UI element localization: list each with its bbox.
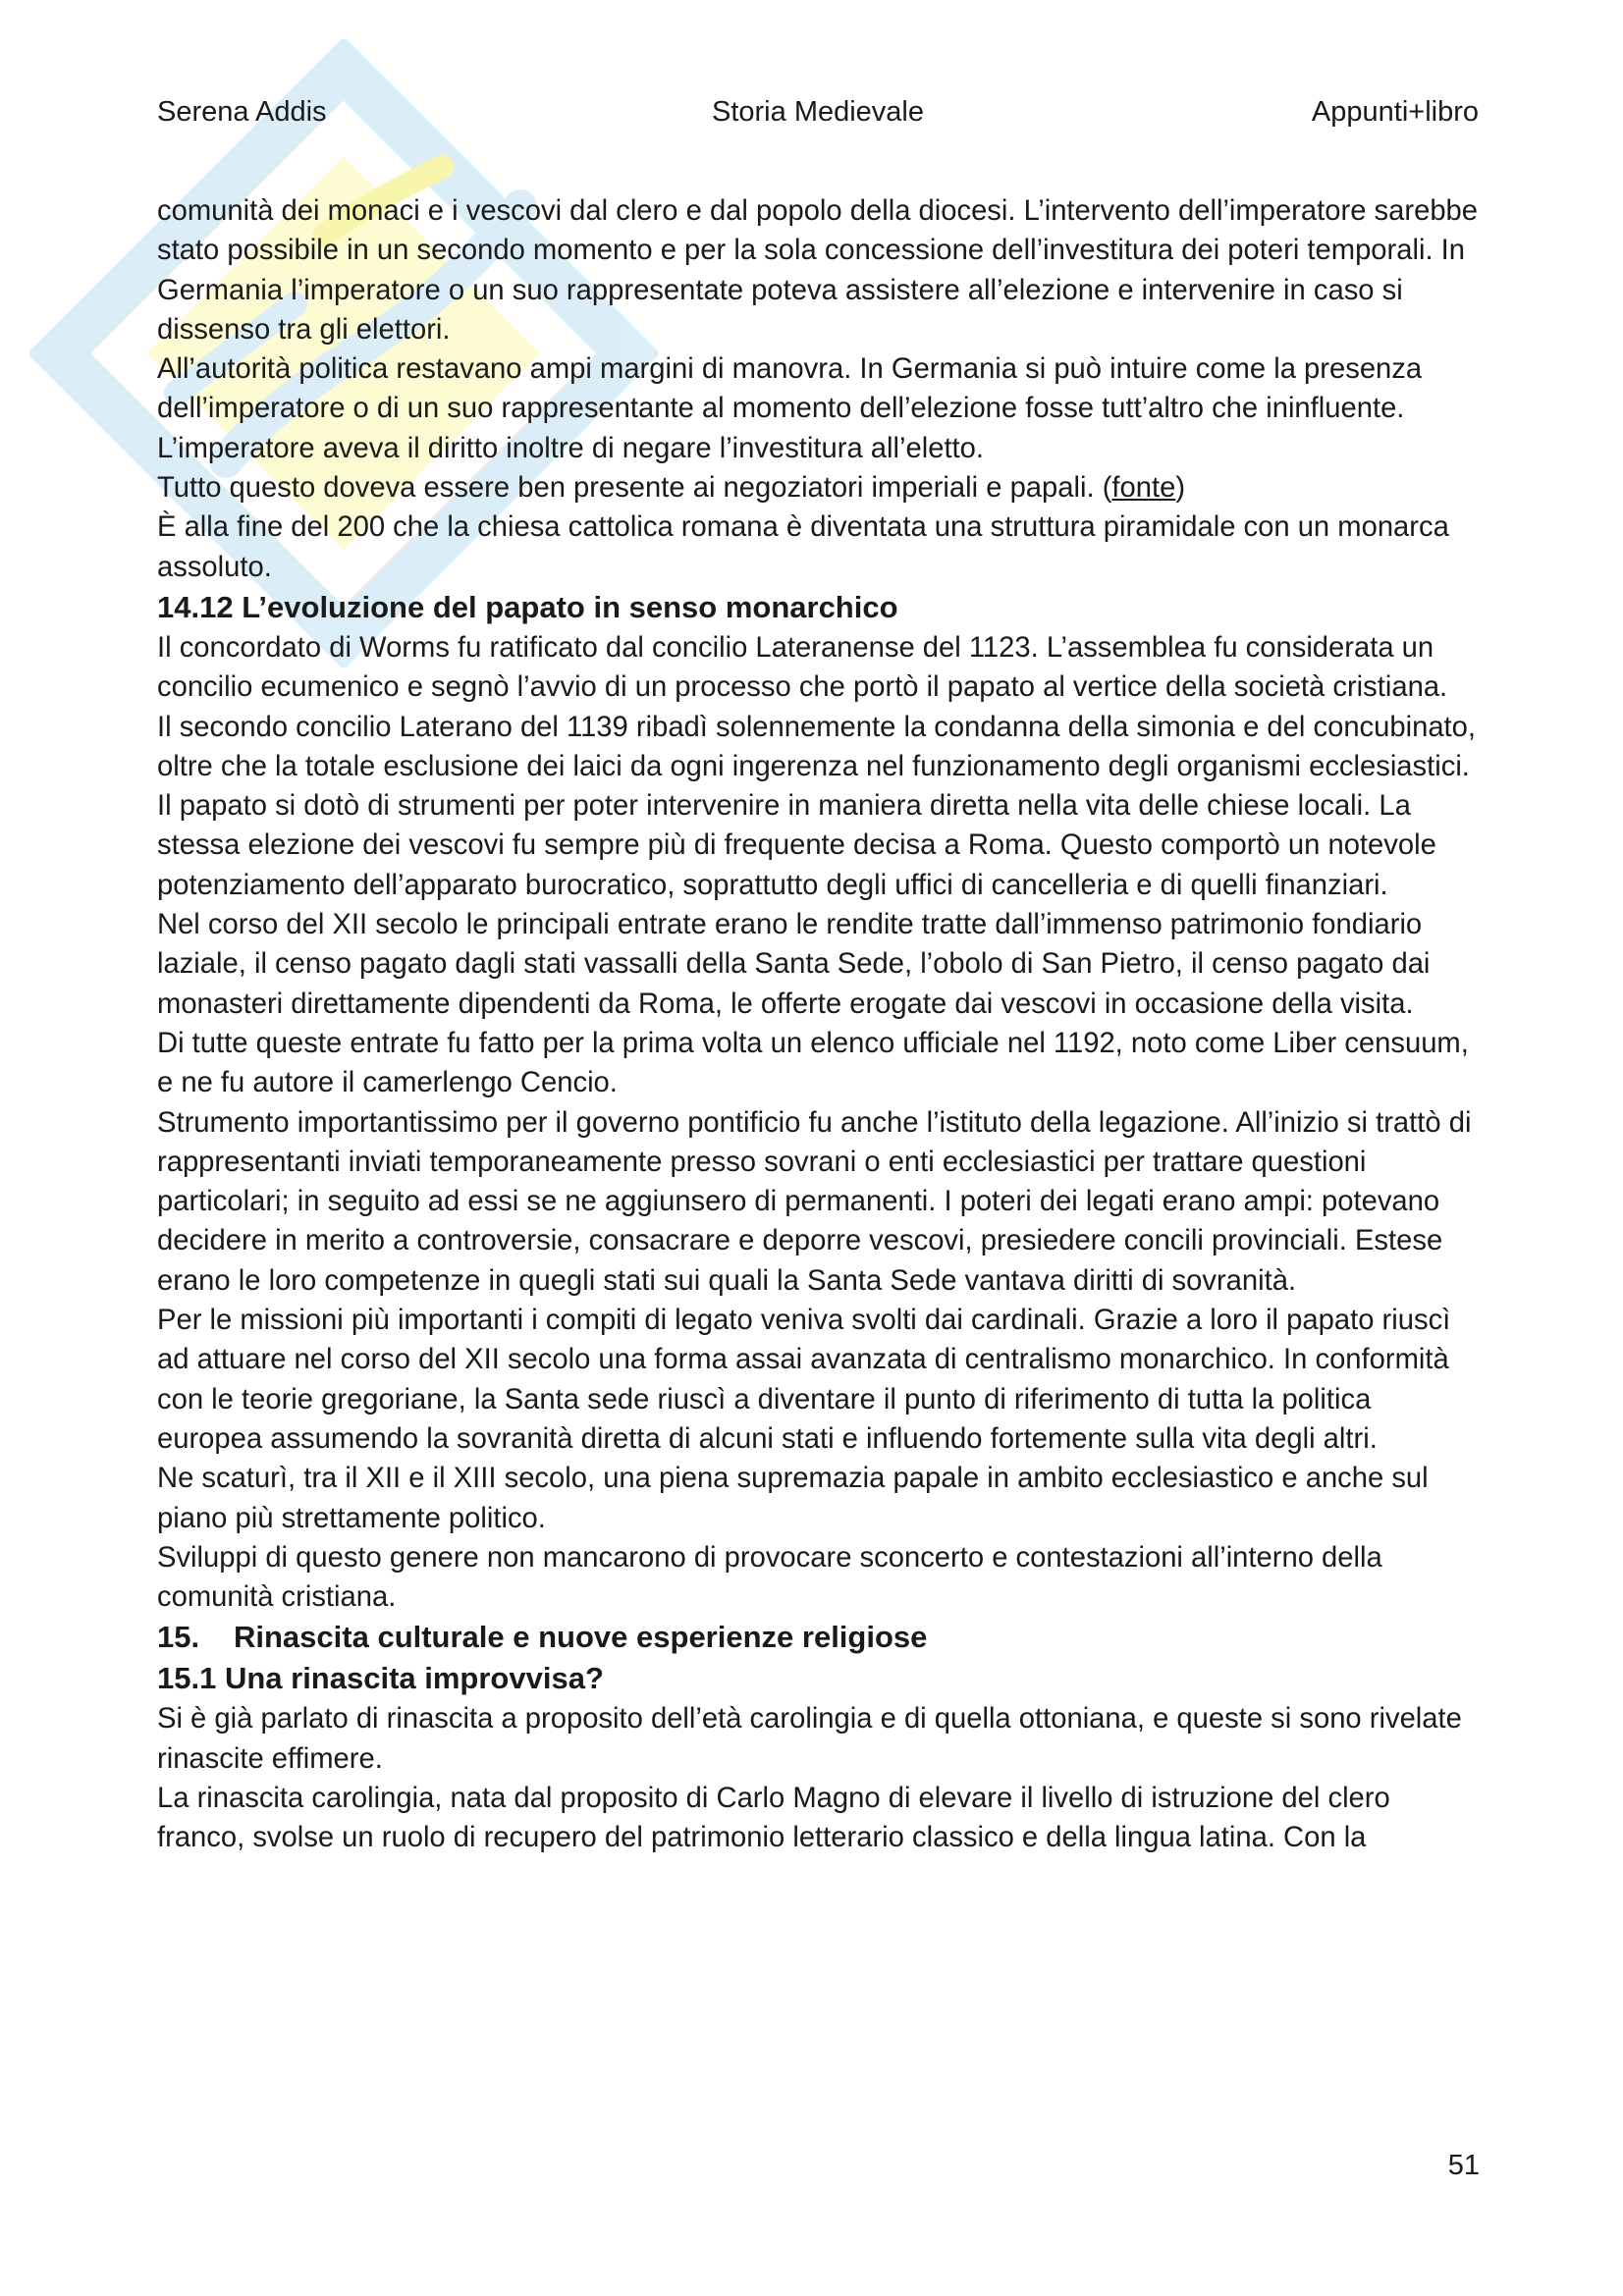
paragraph: La rinascita carolingia, nata dal proposito di Carlo Magno di elevare il livello di istruzione del clero franco, svolse un ruolo di recupero del patrimonio letterario classico e della lingua latina. Con la bbox=[157, 1782, 1390, 1854]
paragraph: Nel corso del XII secolo le principali entrate erano le rendite tratte dall’immenso patrimonio fondiario laziale, il censo pagato dagli stati vassalli della Santa Sede, l’obolo di San Pietro, il censo pagato dai monasteri direttamente dipendenti da Roma, le offerte erogate dai vescovi in occasione della visita. bbox=[157, 909, 1431, 1020]
paragraph: Di tutte queste entrate fu fatto per la prima volta un elenco ufficiale nel 1192, noto come Liber censuum, e ne fu autore il camerlengo Cencio. bbox=[157, 1027, 1469, 1099]
page-header bbox=[157, 96, 1479, 135]
source-link[interactable]: fonte bbox=[1111, 472, 1176, 505]
paragraph: Ne scaturì, tra il XII e il XIII secolo, una piena supremazia papale in ambito ecclesiastico e anche sul piano più strettamente politico. bbox=[157, 1463, 1429, 1534]
paragraph: comunità dei monaci e i vescovi dal clero e dal popolo della diocesi. L’intervento dell’imperatore sarebbe stato possibile in un secondo momento e per la sola concessione dell’investitura dei poteri temporali. In Germania l’imperatore o un suo rappresentate poteva assistere all’elezione e intervenire in caso si dissenso tra gli elettori. bbox=[157, 195, 1479, 346]
document-body bbox=[157, 191, 1483, 1858]
chapter-number: 15. bbox=[157, 1620, 200, 1655]
page-number: 51 bbox=[1447, 2150, 1480, 2181]
section-heading-15-1: 15.1 Una rinascita improvvisa? bbox=[157, 1661, 604, 1696]
paragraph: Il secondo concilio Laterano del 1139 ribadì solennemente la condanna della simonia e del concubinato, oltre che la totale esclusione dei laici da ogni ingerenza nel funzionamento degli organismi ecclesiastici. Il papato si dotò di strumenti per poter intervenire in maniera diretta nella vita delle chiese locali. La stessa elezione dei vescovi fu sempre più di frequente decisa a Roma. Questo comportò un notevole potenziamento dell’apparato burocratico, soprattutto degli uffici di cancelleria e di quelli finanziari. bbox=[157, 711, 1477, 901]
paragraph-with-link bbox=[157, 468, 1483, 507]
paragraph: Sviluppi di questo genere non mancarono di provocare sconcerto e contestazioni all’interno della comunità cristiana. bbox=[157, 1541, 1382, 1614]
section-heading-14-12: 14.12 L’evoluzione del papato in senso monarchico bbox=[157, 589, 898, 624]
paragraph-text-end: ) bbox=[1175, 472, 1186, 505]
paragraph: Per le missioni più importanti i compiti di legato veniva svolti dai cardinali. Grazie a loro il papato riuscì ad attuare nel corso del XII secolo una forma assai avanzata di centralismo monarchico. In conformità con le teorie gregoriane, la Santa sede riuscì a diventare il punto di riferimento di tutta la politica europea assumendo la sovranità diretta di alcuni stati e influendo fortemente sulla vita degli altri. bbox=[157, 1305, 1451, 1455]
paragraph: È alla fine del 200 che la chiesa cattolica romana è diventata una struttura piramidale con un monarca assoluto. bbox=[157, 511, 1449, 583]
chapter-heading-15 bbox=[157, 1617, 1483, 1658]
paragraph: Si è già parlato di rinascita a proposito dell’età carolingia e di quella ottoniana, e queste si sono rivelate rinascite effimere. bbox=[157, 1703, 1462, 1775]
paragraph: Strumento importantissimo per il governo pontificio fu anche l’istituto della legazione. All’inizio si trattò di rappresentanti inviati temporaneamente presso sovrani o enti ecclesiastici per trattare questioni particolari; in seguito ad essi se ne aggiunsero di permanenti. I poteri dei legati erano ampi: potevano decidere in merito a controversie, consacrare e deporre vescovi, presiedere concili provinciali. Estese erano le loro competenze in quegli stati sui quali la Santa Sede vantava diritti di sovranità. bbox=[157, 1106, 1472, 1297]
paragraph-text: Tutto questo doveva essere ben presente ai negoziatori imperiali e papali. ( bbox=[157, 472, 1112, 505]
header-author: Serena Addis bbox=[157, 96, 327, 128]
paragraph: Il concordato di Worms fu ratificato dal concilio Lateranense del 1123. L’assemblea fu considerata un concilio ecumenico e segnò l’avvio di un processo che portò il papato al vertice della società cristiana. bbox=[157, 631, 1448, 704]
header-doc-type: Appunti+libro bbox=[1311, 96, 1479, 128]
header-title: Storia Medievale bbox=[712, 96, 924, 128]
chapter-title: Rinascita culturale e nuove esperienze religiose bbox=[234, 1620, 928, 1655]
paragraph: All’autorità politica restavano ampi margini di manovra. In Germania si può intuire come la presenza dell’imperatore o di un suo rappresentante al momento dell’elezione fosse tutt’altro che ininfluente. L’imperatore aveva il diritto inoltre di negare l’investitura all’eletto. bbox=[157, 353, 1423, 464]
